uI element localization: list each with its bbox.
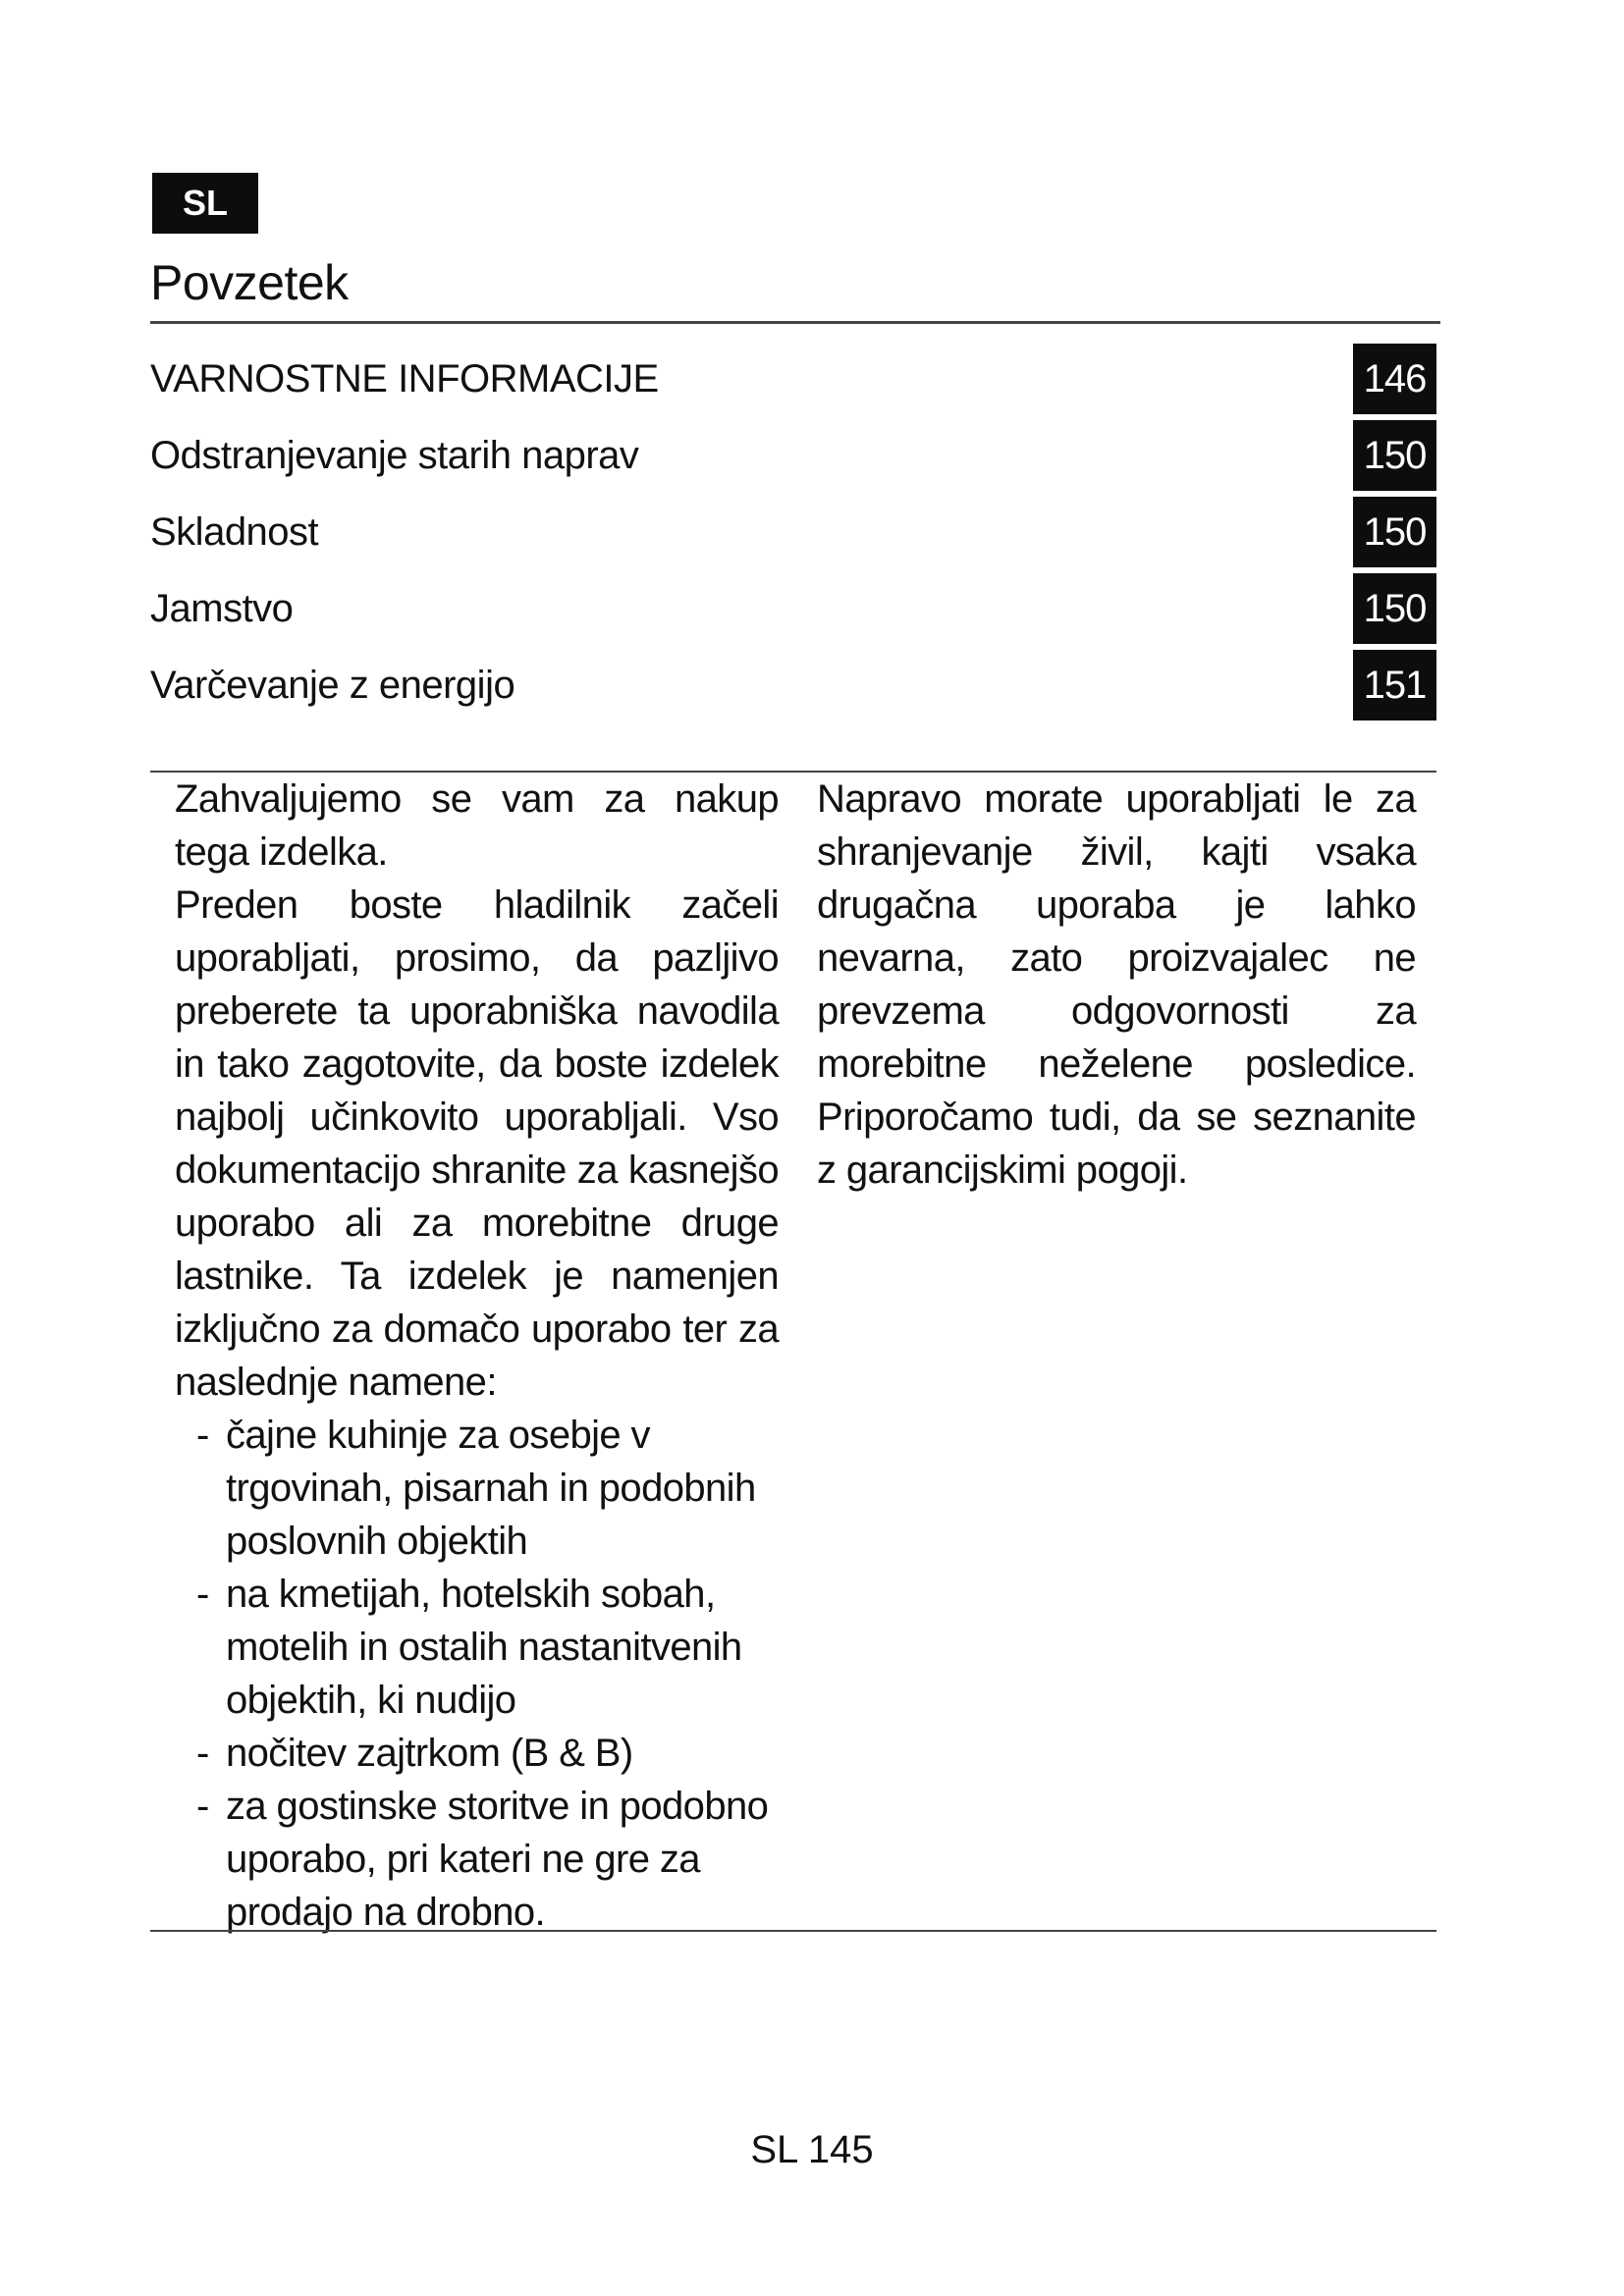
usage-paragraph: Preden boste hladilnik začeli uporabljati, prosimo, da pazljivo preberete ta uporabniška navodila in tako zagotovite, da boste izdelek najbolj učinkovito uporabljali. Vso dokumentacijo shranite za kasnejšo uporabo ali za morebitne druge lastnike. Ta izdelek je namenjen izključno za domačo uporabo ter za naslednje namene: bbox=[175, 883, 779, 1404]
toc-entry-label: Varčevanje z energijo bbox=[150, 664, 515, 707]
left-column bbox=[175, 773, 779, 1939]
toc-page-number: 150 bbox=[1353, 497, 1436, 567]
toc-entry bbox=[150, 344, 1436, 420]
title-divider bbox=[150, 321, 1440, 324]
toc-entry bbox=[150, 573, 1436, 650]
toc-page-number: 146 bbox=[1353, 344, 1436, 414]
toc-entry-label: VARNOSTNE INFORMACIJE bbox=[150, 357, 659, 400]
toc-entry bbox=[150, 497, 1436, 573]
bottom-divider bbox=[150, 1930, 1436, 1932]
dash-bullet: - bbox=[196, 1732, 209, 1775]
toc-page-number: 151 bbox=[1353, 650, 1436, 721]
toc-page-number: 150 bbox=[1353, 420, 1436, 491]
list-item-text: nočitev zajtrkom (B & B) bbox=[226, 1732, 633, 1775]
dash-bullet: - bbox=[196, 1785, 209, 1828]
list-item bbox=[175, 1409, 779, 1568]
usage-warning-paragraph: Napravo morate uporabljati le za shranjevanje živil, kajti vsaka drugačna uporaba je lahko nevarna, zato proizvajalec ne prevzema odgovornosti za morebitne neželene posledice. Priporočamo tudi, da se seznanite z garancijskimi pogoji. bbox=[817, 777, 1416, 1192]
intro-paragraph: Zahvaljujemo se vam za nakup tega izdelka. bbox=[175, 777, 779, 874]
list-item bbox=[175, 1568, 779, 1727]
table-of-contents bbox=[150, 344, 1436, 726]
intended-use-list bbox=[175, 1409, 779, 1939]
page-number-footer: SL 145 bbox=[750, 2128, 874, 2171]
toc-entry-label: Jamstvo bbox=[150, 587, 294, 630]
page-title: Povzetek bbox=[150, 255, 349, 310]
list-item bbox=[175, 1727, 779, 1780]
toc-page-number: 150 bbox=[1353, 573, 1436, 644]
toc-entry bbox=[150, 650, 1436, 726]
list-item bbox=[175, 1780, 779, 1939]
list-item-text: na kmetijah, hotelskih sobah, motelih in ostalih nastanitvenih objektih, ki nudijo bbox=[226, 1573, 742, 1722]
toc-entry-label: Skladnost bbox=[150, 510, 319, 554]
right-column bbox=[817, 773, 1416, 1197]
toc-entry-label: Odstranjevanje starih naprav bbox=[150, 434, 639, 477]
list-item-text: za gostinske storitve in podobno uporabo, pri kateri ne gre za prodajo na drobno. bbox=[226, 1785, 769, 1934]
dash-bullet: - bbox=[196, 1573, 209, 1616]
toc-entry bbox=[150, 420, 1436, 497]
language-badge: SL bbox=[152, 173, 258, 234]
dash-bullet: - bbox=[196, 1414, 209, 1457]
list-item-text: čajne kuhinje za osebje v trgovinah, pisarnah in podobnih poslovnih objektih bbox=[226, 1414, 756, 1563]
